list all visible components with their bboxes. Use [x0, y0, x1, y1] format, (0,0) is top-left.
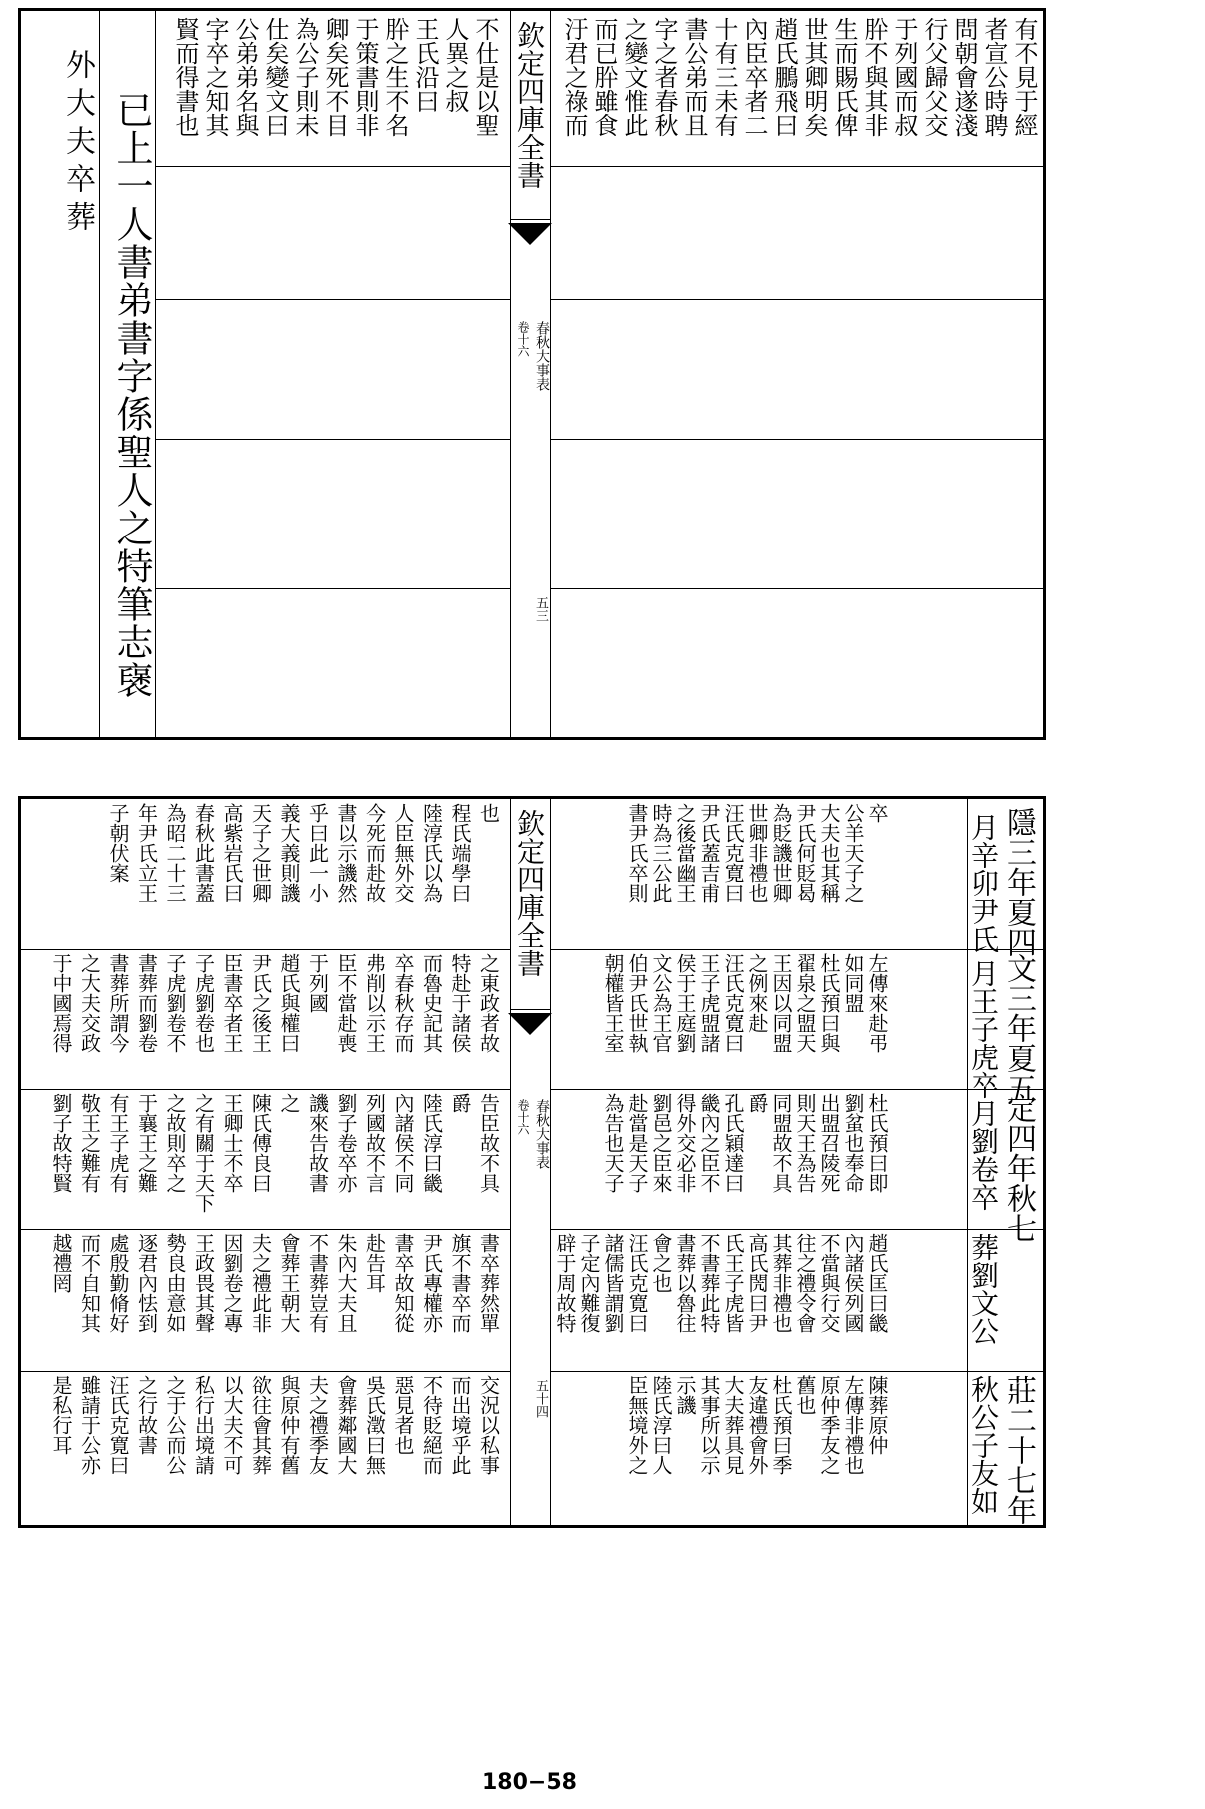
text-column: 而不自知其 — [77, 1233, 102, 1333]
text-column: 交況以私事 — [476, 1375, 501, 1475]
text-column: 臣書卒者王 — [220, 953, 244, 1053]
text-column: 劉子故特賢 — [49, 1093, 73, 1193]
rubric-rule — [155, 11, 156, 737]
year-header: 隱三年夏四 — [1001, 807, 1036, 957]
text-column: 以大夫不可 — [220, 1375, 244, 1475]
text-column: 惡見者也 — [391, 1375, 415, 1455]
text-column: 汪氏克寛曰 — [721, 803, 745, 903]
gutter-title: 欽定四庫全書 — [513, 809, 546, 977]
text-column: 人臣無外交 — [391, 803, 415, 903]
text-column: 字之者春秋 — [650, 17, 678, 137]
text-column: 杜氏預曰與 — [817, 953, 841, 1053]
band-line — [550, 439, 1046, 440]
year-header: 莊二十七年 — [1001, 1375, 1036, 1525]
year-header: 文三年夏五 — [1001, 953, 1036, 1103]
text-column: 人異之叔 — [441, 17, 469, 113]
text-column: 高氏閌曰尹 — [745, 1233, 769, 1333]
text-column: 文公為王官 — [649, 953, 673, 1053]
text-column: 內諸侯不同 — [391, 1093, 415, 1193]
text-column: 氏王子虎皆 — [721, 1233, 745, 1333]
gutter-line — [510, 219, 550, 220]
text-column: 如同盟 — [841, 953, 865, 1013]
sub-header: 月辛卯尹氏 — [967, 813, 1000, 953]
band-line — [550, 588, 1046, 589]
text-column: 內諸侯列國 — [841, 1233, 865, 1333]
text-column: 之行故書 — [134, 1375, 159, 1455]
text-column: 譏來告故書 — [305, 1093, 330, 1193]
text-column: 天子之世卿 — [248, 803, 273, 903]
text-column: 汪氏克寛曰 — [625, 1233, 649, 1333]
text-column: 列國故不言 — [362, 1093, 387, 1193]
text-column: 乎曰此一小 — [305, 803, 330, 903]
outer-rule — [99, 11, 100, 737]
text-column: 生而賜氏俾 — [830, 17, 858, 137]
text-column: 春秋此書蓋 — [191, 803, 216, 903]
gutter-page: 五三 — [533, 596, 548, 622]
text-column: 肸不與其非 — [860, 17, 888, 137]
text-column: 書卒故知從 — [391, 1233, 415, 1333]
text-column: 時為三公此 — [649, 803, 673, 903]
top-right-text — [554, 13, 1042, 173]
text-column: 劉子卷卒亦 — [334, 1093, 358, 1193]
gutter-vol: 卷十六 — [516, 321, 530, 357]
band-line — [21, 1089, 510, 1090]
band-line — [155, 299, 510, 300]
text-column: 王卿士不卒 — [220, 1093, 244, 1193]
text-column: 劉蚠也奉命 — [841, 1093, 865, 1193]
text-column: 子朝伏案 — [106, 803, 130, 883]
text-column: 陸氏淳曰人 — [649, 1375, 673, 1475]
text-column: 世卿非禮也 — [745, 803, 769, 903]
text-column: 弗削以示王 — [362, 953, 387, 1053]
text-column: 爵 — [745, 1093, 769, 1113]
gutter-sub: 春秋大事表 — [534, 1099, 550, 1169]
text-column: 吳氏澂曰無 — [362, 1375, 387, 1475]
text-column: 之大夫交政 — [77, 953, 102, 1053]
text-column: 者宣公時聘 — [980, 17, 1008, 137]
text-column: 爵 — [448, 1093, 472, 1113]
text-column: 其葬非禮也 — [769, 1233, 793, 1333]
text-column: 劉邑之臣來 — [649, 1093, 673, 1193]
text-column: 諸儒皆謂劉 — [601, 1233, 625, 1333]
text-column: 卒春秋存而 — [391, 953, 415, 1053]
text-column: 卿矣死不目 — [321, 17, 349, 137]
text-column: 左傳非禮也 — [841, 1375, 865, 1475]
text-column: 示譏 — [673, 1375, 697, 1415]
text-column: 于策書則非 — [351, 17, 379, 137]
text-column: 之東政者故 — [476, 953, 501, 1053]
band-line — [155, 588, 510, 589]
band-line — [155, 166, 510, 167]
text-column: 子虎劉卷不 — [163, 953, 187, 1053]
text-column: 出盟召陵死 — [817, 1093, 841, 1193]
text-column: 尹氏何貶曷 — [793, 803, 817, 903]
text-column: 友違禮會外 — [745, 1375, 769, 1475]
band-line — [550, 299, 1046, 300]
text-column: 之于公而公 — [163, 1375, 187, 1475]
text-column: 汪氏克寛曰 — [721, 953, 745, 1053]
text-column: 趙氏鵬飛曰 — [770, 17, 798, 137]
text-column: 不書葬此特 — [697, 1233, 721, 1333]
text-column: 夫之禮此非 — [248, 1233, 273, 1333]
text-column: 書卒葬然單 — [476, 1233, 501, 1333]
text-column: 則天王為告 — [793, 1093, 817, 1193]
text-column: 陸氏淳曰畿 — [419, 1093, 444, 1193]
gutter-vol: 卷十六 — [516, 1099, 530, 1135]
text-column: 問朝會遂淺 — [950, 17, 978, 137]
text-column: 汙君之祿而 — [560, 17, 588, 137]
text-column: 于列國而叔 — [890, 17, 918, 137]
text-column: 旗不書卒而 — [448, 1233, 472, 1333]
text-column: 陳氏傅良曰 — [248, 1093, 273, 1193]
text-column: 書葬而劉卷 — [134, 953, 159, 1053]
text-column: 翟泉之盟天 — [793, 953, 817, 1053]
text-column: 公羊天子之 — [841, 803, 865, 903]
text-column: 尹氏專權亦 — [419, 1233, 444, 1333]
text-column: 因劉卷之專 — [220, 1233, 244, 1333]
text-column: 高紫岩氏曰 — [220, 803, 244, 903]
gutter-sub: 春秋大事表 — [534, 321, 550, 391]
gutter-line — [510, 1009, 550, 1010]
text-column: 王因以同盟 — [769, 953, 793, 1053]
text-column: 畿內之臣不 — [697, 1093, 721, 1193]
text-column: 有不見于經 — [1010, 17, 1038, 137]
text-column: 臣無境外之 — [625, 1375, 649, 1475]
fishtail-mark — [508, 223, 552, 245]
gutter-rule-left — [510, 11, 511, 737]
year-header: 定四年秋七 — [1001, 1093, 1036, 1243]
text-column: 得外交必非 — [673, 1093, 697, 1193]
text-column: 逐君內怯到 — [134, 1233, 159, 1333]
text-column: 而已肸雖食 — [590, 17, 618, 137]
text-column: 趙氏匡曰畿 — [865, 1233, 889, 1333]
text-column: 之 — [277, 1093, 301, 1113]
text-column: 卒 — [865, 803, 889, 823]
text-column: 十有三未有 — [710, 17, 738, 137]
text-column: 之有關于天下 — [191, 1093, 216, 1213]
text-column: 伯尹氏世執 — [625, 953, 649, 1053]
margin-title: 外大夫卒葬 — [60, 49, 95, 239]
text-column: 夫之禮季友 — [305, 1375, 330, 1475]
text-column: 子虎劉卷也 — [191, 953, 216, 1053]
text-column: 私行出境請 — [191, 1375, 216, 1475]
text-column: 也 — [476, 803, 501, 823]
text-column: 書以示譏然 — [334, 803, 358, 903]
band-line — [21, 949, 510, 950]
text-column: 大夫也其稱 — [817, 803, 841, 903]
header-area — [891, 799, 1041, 1525]
text-column: 杜氏預曰季 — [769, 1375, 793, 1475]
text-column: 書葬所謂今 — [106, 953, 130, 1053]
text-column: 內臣卒者二 — [740, 17, 768, 137]
text-column: 左傳來赴弔 — [865, 953, 889, 1053]
text-column: 子定內難復 — [577, 1233, 601, 1333]
text-column: 書尹氏卒則 — [625, 803, 649, 903]
sub-header: 葬劉文公 — [967, 1233, 1000, 1345]
text-column: 陳葬原仲 — [865, 1375, 889, 1455]
text-column: 行父歸父交 — [920, 17, 948, 137]
text-column: 舊也 — [793, 1375, 817, 1415]
text-column: 赴告耳 — [362, 1233, 387, 1293]
text-column: 會之也 — [649, 1233, 673, 1293]
text-column: 勢良由意如 — [163, 1233, 187, 1333]
text-column: 之故則卒之 — [163, 1093, 187, 1193]
sub-header: 月劉卷卒 — [967, 1099, 1000, 1211]
text-column: 朱內大夫且 — [334, 1233, 358, 1333]
text-column: 往之禮令會 — [793, 1233, 817, 1333]
text-column: 同盟故不具 — [769, 1093, 793, 1193]
text-column: 為公子則未 — [291, 17, 319, 137]
text-column: 于襄王之難 — [134, 1093, 159, 1193]
text-column: 有王子虎有 — [106, 1093, 130, 1193]
text-column: 原仲季友之 — [817, 1375, 841, 1475]
text-column: 仕矣變文曰 — [261, 17, 289, 137]
band-line — [550, 166, 1046, 167]
text-column: 公弟弟名與 — [231, 17, 259, 137]
text-column: 不仕是以聖 — [471, 17, 499, 137]
text-column: 為貶譏世卿 — [769, 803, 793, 903]
text-column: 今死而赴故 — [362, 803, 387, 903]
text-column: 杜氏預曰即 — [865, 1093, 889, 1193]
band-line — [155, 439, 510, 440]
text-column: 之變文惟此 — [620, 17, 648, 137]
bottom-page — [18, 796, 1046, 1528]
text-column: 欲往會其葬 — [248, 1375, 273, 1475]
text-column: 王政畏其聲 — [191, 1233, 216, 1333]
text-column: 與原仲有舊 — [277, 1375, 301, 1475]
text-column: 告臣故不具 — [476, 1093, 501, 1193]
text-column: 其事所以示 — [697, 1375, 721, 1475]
text-column: 而出境乎此 — [448, 1375, 472, 1475]
text-column: 賢而得書也 — [171, 17, 199, 137]
text-column: 字卒之知其 — [201, 17, 229, 137]
text-column: 書葬以魯往 — [673, 1233, 697, 1333]
text-column: 年尹氏立王 — [134, 803, 159, 903]
text-column: 臣不當赴喪 — [334, 953, 358, 1053]
text-column: 辟于周故特 — [553, 1233, 577, 1333]
text-column: 尹氏蓋吉甫 — [697, 803, 721, 903]
text-column: 書公弟而且 — [680, 17, 708, 137]
text-column: 而魯史記其 — [419, 953, 444, 1053]
text-column: 王氏沿曰 — [411, 17, 439, 113]
text-column: 不待貶絕而 — [419, 1375, 444, 1475]
top-page — [18, 8, 1046, 740]
text-column: 雖請于公亦 — [77, 1375, 102, 1475]
text-column: 于中國焉得 — [49, 953, 73, 1053]
text-column: 不書葬豈有 — [305, 1233, 330, 1333]
text-column: 孔氏穎達曰 — [721, 1093, 745, 1193]
text-column: 侯于王庭劉 — [673, 953, 697, 1053]
text-column: 大夫葬具見 — [721, 1375, 745, 1475]
text-column: 不當與行交 — [817, 1233, 841, 1333]
page-footer: 180−58 — [482, 1770, 577, 1795]
text-column: 越禮罔 — [49, 1233, 73, 1293]
text-column: 之後當幽王 — [673, 803, 697, 903]
text-column: 世其卿明矣 — [800, 17, 828, 137]
text-column: 肸之生不名 — [381, 17, 409, 137]
text-column: 尹氏之後王 — [248, 953, 273, 1053]
text-column: 王子虎盟諸 — [697, 953, 721, 1053]
text-column: 特赴于諸侯 — [448, 953, 472, 1053]
gutter-title: 欽定四庫全書 — [513, 21, 546, 189]
text-column: 會葬鄰國大 — [334, 1375, 358, 1475]
text-column: 于列國 — [305, 953, 330, 1013]
text-column: 義大義則譏 — [277, 803, 301, 903]
gutter-rule-left — [510, 799, 511, 1525]
text-column: 趙氏與權曰 — [277, 953, 301, 1053]
text-column: 處殷勤脩好 — [106, 1233, 130, 1333]
rubric-text: 已上一人書弟書字係聖人之特筆志襃 — [110, 91, 153, 699]
text-column: 汪氏克寛曰 — [106, 1375, 130, 1475]
sub-header: 秋公子友如 — [967, 1375, 1000, 1515]
text-column: 為昭二十三 — [163, 803, 187, 903]
text-column: 會葬王朝大 — [277, 1233, 301, 1333]
text-column: 敬王之難有 — [77, 1093, 102, 1193]
sub-header: 月王子虎卒 — [967, 959, 1000, 1099]
text-column: 朝權皆王室 — [601, 953, 625, 1053]
band-line — [21, 1229, 510, 1230]
text-column: 赴當是天子 — [625, 1093, 649, 1193]
text-column: 陸淳氏以為 — [419, 803, 444, 903]
fishtail-mark — [508, 1013, 552, 1035]
text-column: 程氏端學曰 — [448, 803, 472, 903]
top-left-text — [163, 13, 503, 173]
gutter-page: 五十四 — [533, 1379, 548, 1418]
text-column: 為告也天子 — [601, 1093, 625, 1193]
band-line — [21, 1371, 510, 1372]
text-column: 是私行耳 — [49, 1375, 73, 1455]
text-column: 之例來赴 — [745, 953, 769, 1033]
